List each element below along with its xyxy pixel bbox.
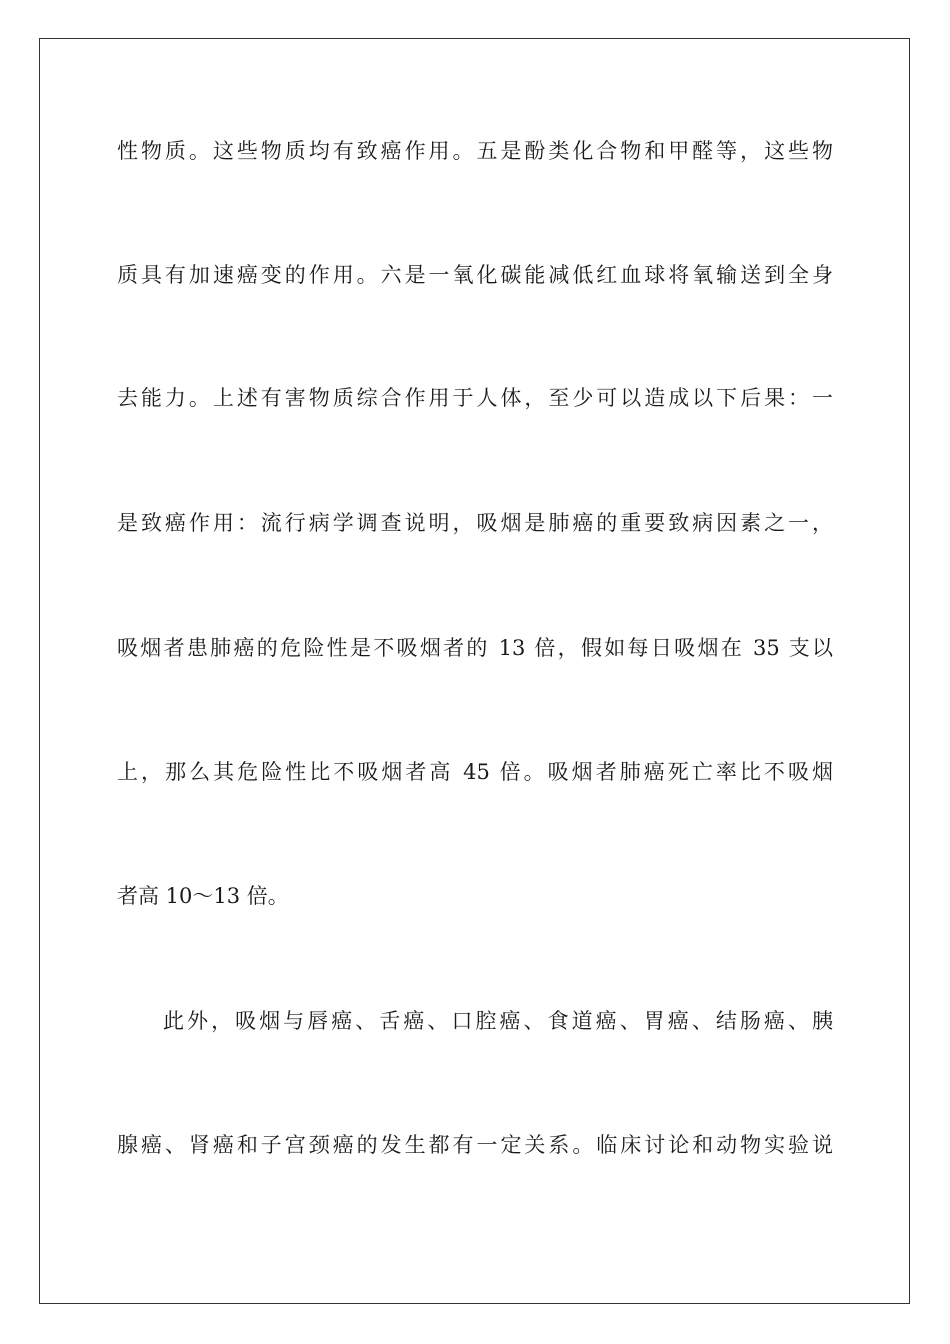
paragraph-first-line: 此外，吸烟与唇癌、舌癌、口腔癌、食道癌、胃癌、结肠癌、胰	[163, 1009, 833, 1033]
text-line: 性物质。这些物质均有致癌作用。五是酚类化合物和甲醛等，这些物	[117, 139, 833, 163]
text-line: 吸烟者患肺癌的危险性是不吸烟者的 13 倍，假如每日吸烟在 35 支以	[117, 636, 833, 660]
text-line: 上，那么其危险性比不吸烟者高 45 倍。吸烟者肺癌死亡率比不吸烟	[117, 760, 833, 784]
text-line: 质具有加速癌变的作用。六是一氧化碳能减低红血球将氧输送到全身	[117, 263, 833, 287]
text-line: 腺癌、肾癌和子宫颈癌的发生都有一定关系。临床讨论和动物实验说	[117, 1133, 833, 1157]
page-border	[39, 38, 910, 1304]
text-line: 去能力。上述有害物质综合作用于人体，至少可以造成以下后果：一	[117, 386, 833, 410]
text-line: 者高 10～13 倍。	[117, 884, 289, 908]
text-line: 是致癌作用：流行病学调查说明，吸烟是肺癌的重要致病因素之一，	[117, 511, 833, 535]
